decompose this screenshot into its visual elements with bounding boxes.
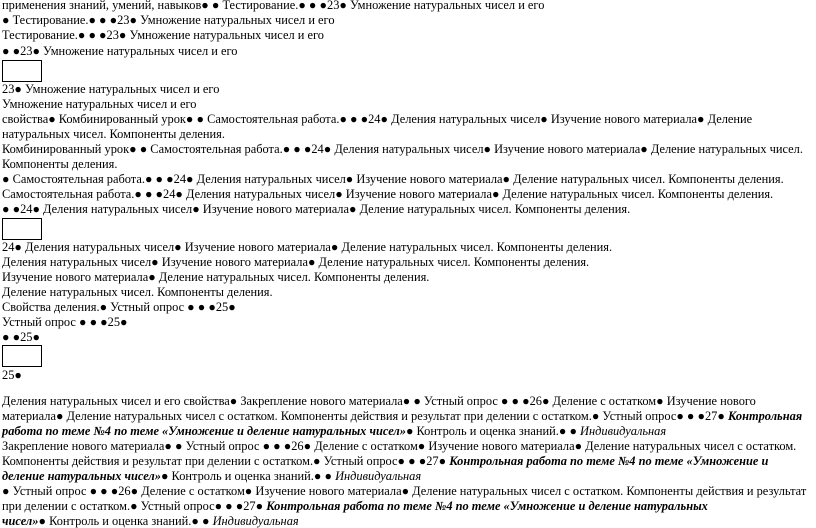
text-line: Комбинированный урок● ● Самостоятельная работа.● ● ●24● Деления натуральных чисел● Изучение нового материала● Деление натуральных чисел. (2, 142, 803, 156)
text-line (2, 499, 708, 515)
bold-italic-text: работа по теме №4 по теме «Умножение и деление натуральных чисел» (2, 424, 406, 438)
text-run: ● Контроль и оценка знаний.● ● (405, 424, 577, 438)
empty-cell-box (2, 60, 42, 82)
text-run: при делении с остатком.● Устный опрос● ● ●27● (2, 499, 264, 513)
text-run: Компоненты действия и результат при делении с остатком.● Устный опрос● ● ●27● (2, 454, 447, 468)
text-line: свойства● Комбинированный урок● ● Самостоятельная работа.● ● ●24● Деления натуральных чисел● Изучение нового материала● Деление (2, 112, 753, 126)
text-line (2, 514, 299, 528)
text-line: Деления натуральных чисел● Изучение нового материала● Деление натуральных чисел. Компоненты деления. (2, 255, 590, 269)
bold-italic-text: Контрольная работа по теме №4 по теме «Умножение и (449, 454, 769, 468)
text-line: Деление натуральных чисел. Компоненты деления. (2, 285, 273, 299)
text-line: ● ●24● Деления натуральных чисел● Изучение нового материала● Деление натуральных чисел. Компоненты деления. (2, 202, 631, 216)
text-line: ● Тестирование.● ● ●23● Умножение натуральных чисел и его (2, 13, 335, 27)
text-line: ● Самостоятельная работа.● ● ●24● Деления натуральных чисел● Изучение нового материала● Деление натуральных чисел. Компоненты деления. (2, 172, 784, 186)
text-line (2, 424, 666, 440)
text-line: 23● Умножение натуральных чисел и его (2, 82, 220, 96)
italic-text: Индивидуальная (580, 424, 667, 438)
text-run: материала● Деление натуральных чисел с остатком. Компоненты действия и результат при делении с остатком.● Устный опрос● ● ●27● (2, 409, 725, 423)
text-line: Умножение натуральных чисел и его (2, 97, 197, 111)
text-line: 25● (2, 368, 22, 382)
text-line: 24● Деления натуральных чисел● Изучение нового материала● Деление натуральных чисел. Компоненты деления. (2, 240, 613, 254)
text-run: ● Контроль и оценка знаний.● ● (38, 514, 210, 528)
text-line: Деления натуральных чисел и его свойства● Закрепление нового материала● ● Устный опрос ● ● ●26● Деление с остатком● Изучение нового (2, 394, 756, 408)
text-line: ● ●23● Умножение натуральных чисел и его (2, 44, 238, 58)
text-line: Самостоятельная работа.● ● ●24● Деления натуральных чисел● Изучение нового материала● Деление натуральных чисел. Компоненты деления. (2, 187, 774, 201)
text-line: Изучение нового материала● Деление натуральных чисел. Компоненты деления. (2, 270, 430, 284)
text-line (2, 469, 421, 485)
text-line: Закрепление нового материала● ● Устный опрос ● ● ●26● Деление с остатком● Изучение нового материала● Деление натуральных чисел с остатком. (2, 439, 797, 453)
empty-cell-box (2, 345, 42, 367)
text-line: натуральных чисел. Компоненты деления. (2, 127, 225, 141)
bold-italic-text: Контрольная работа по теме №4 по теме «Умножение и деление натуральных (266, 499, 708, 513)
text-line: ● ●25● (2, 330, 40, 344)
text-line: Свойства деления.● Устный опрос ● ● ●25● (2, 300, 236, 314)
text-line: ● Устный опрос ● ● ●26● Деление с остатком● Изучение нового материала● Деление натуральных чисел с остатком. Компоненты действия и результат (2, 484, 807, 498)
italic-text: Индивидуальная (335, 469, 422, 483)
italic-text: Индивидуальная (212, 514, 299, 528)
bold-italic-text: Контрольная (727, 409, 803, 423)
text-line: Компоненты деления. (2, 157, 118, 171)
text-line (2, 409, 802, 425)
empty-cell-box (2, 218, 42, 240)
text-line: применения знаний, умений, навыков● ● Тестирование.● ● ●23● Умножение натуральных чисел и его (2, 0, 545, 12)
text-line (2, 454, 768, 470)
bold-italic-text: деление натуральных чисел» (2, 469, 161, 483)
text-line: Устный опрос ● ● ●25● (2, 315, 128, 329)
text-run: ● Контроль и оценка знаний.● ● (160, 469, 332, 483)
bold-italic-text: чисел» (2, 514, 39, 528)
text-line: Тестирование.● ● ●23● Умножение натуральных чисел и его (2, 28, 324, 42)
